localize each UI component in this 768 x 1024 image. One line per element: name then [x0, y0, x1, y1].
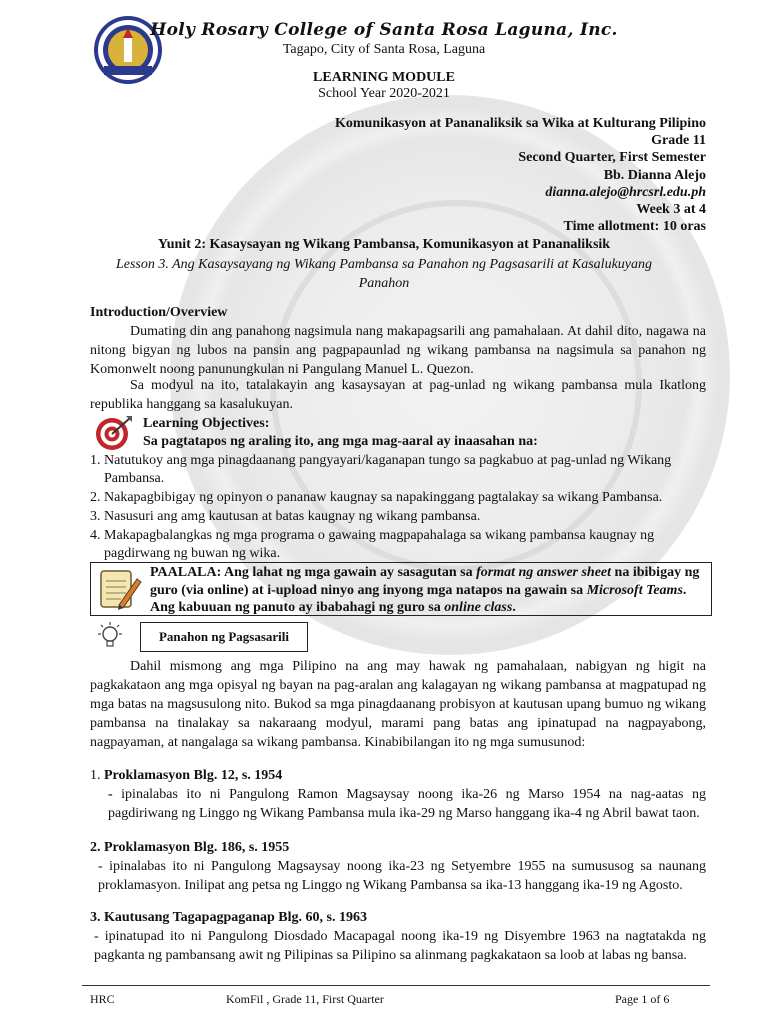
list-item: 1. Natutukoy ang mga pinagdaanang pangyayari/kaganapan tungo sa pagkabuo at pag-unlad ng Wikang Pambansa. — [90, 453, 672, 486]
law-description: ipinatupad ito ni Pangulong Diosdado Macapagal noong ika-19 ng Disyembre 1963 na nagtatakda ng pagkanta ng pambansang awit ng Pilipinas sa Pilipino sa alinmang pagkakataon sa loob at labas ng bansa. — [94, 929, 706, 963]
law-number: 2. — [90, 840, 104, 855]
panahon-paragraph: Dahil mismong ang mga Pilipino na ang may hawak ng pamahalaan, nabigyan ng higit na pagkakataon ang mga opisyal ng bayan na pag-aralan ang kalagayan ng wikang pambansa at magpatupad ng mga batas na magsusulong nito. Bukod sa mga pinagdaanang probisyon at kautusan upang bumuo ng wikang pambansa na tinalakay sa nakaraang modyul, marami pang batas ang ipinatupad na nagpayabong, nagpayaman, at nangalaga sa wikang pambansa. Kinabibilangan ito ng mga sumusunod: — [90, 659, 706, 750]
paalala-part3: na ibibigay ng guro (via online) at i-upload ninyo ang inyong mga natapos na gawain sa — [150, 565, 700, 598]
teacher-email[interactable]: dianna.alejo@hrcsrl.edu.ph — [545, 184, 706, 200]
list-item: 2. Nakapagbibigay ng opinyon o pananaw kaugnay sa napakinggang pagtalakay sa wikang Pambansa. — [90, 490, 663, 505]
list-item: 4. Makapagbalangkas ng mga programa o gawaing magpapahalaga sa wikang pambansa kaugnay ng pagdirwang ng buwan ng wika. — [90, 528, 655, 561]
paalala-part4: Microsoft Teams — [586, 582, 683, 598]
law-description: ipinalabas ito ni Pangulong Ramon Magsaysay noong ika-26 ng Marso 1954 na nag-aatas ng pagdiriwang ng Linggo ng Wikang Pambansa mula ika-29 ng Marso hanggang ika-4 ng Abril bawat taon. — [108, 787, 706, 821]
paalala-part1: PAALALA: Ang lahat ng mga gawain ay sasagutan sa — [150, 565, 477, 580]
law-title: Proklamasyon Blg. 186, s. 1955 — [104, 840, 290, 855]
lightbulb-icon — [92, 620, 128, 652]
teacher-name: Bb. Dianna Alejo — [603, 167, 706, 183]
quarter-semester: Second Quarter, First Semester — [518, 150, 706, 166]
law-title: Kautusang Tagapagpaganap Blg. 60, s. 1963 — [104, 910, 367, 925]
intro-paragraph-1: Dumating din ang panahong nagsimula nang makapagsarili ang pamahalaan. At dahil dito, nagawa na nitong bigyan ng lubos na pansin ang pagpapaunlad ng wikang pambansa na nagsimula sa panahon ng Komonwelt noong panunungkulan ni Pangulang Manuel L. Quezon. — [90, 324, 706, 377]
law-number: 3. — [90, 910, 104, 925]
objectives-heading: Learning Objectives: — [143, 416, 270, 431]
notepad-pencil-icon — [97, 565, 143, 611]
law-description: ipinalabas ito ni Pangulong Magsaysay noong ika-23 ng Setyembre 1955 na sumususog sa naunang proklamasyon. Inilipat ang petsa ng Linggo ng Wikang Pambansa sa ika-13 hanggang ika-19 ng Agosto. — [98, 859, 706, 893]
law-item-2: 2. Proklamasyon Blg. 186, s. 1955 - ipinalabas ito ni Pangulong Magsaysay noong ika-23 ng Setyembre 1955 na sumususog sa naunang proklamasyon. Inilipat ang petsa ng Linggo ng Wikang Pambansa sa ika-13 hanggang ika-19 ng Agosto. — [90, 840, 706, 893]
school-name: Holy Rosary College of Santa Rosa Laguna, Inc. — [150, 20, 618, 40]
footer-page-number: Page 1 of 6 — [615, 992, 670, 1006]
time-allotment: Time allotment: 10 oras — [563, 219, 706, 235]
grade-level: Grade 11 — [651, 133, 706, 149]
school-address: Tagapo, City of Santa Rosa, Laguna — [282, 42, 486, 57]
unit-title: Yunit 2: Kasaysayan ng Wikang Pambansa, Komunikasyon at Pananaliksik — [157, 237, 611, 252]
list-item: 3. Nasusuri ang amg kautusan at batas kaugnay ng wikang pambansa. — [90, 509, 481, 524]
paalala-part5: . Ang kabuuan ng panuto ay ibabahagi ng guro sa — [150, 582, 687, 615]
law-item-3: 3. Kautusang Tagapagpaganap Blg. 60, s. 1963 - ipinatupad ito ni Pangulong Diosdado Macapagal noong ika-19 ng Disyembre 1963 na nagtatakda ng pagkanta ng pambansang awit ng Pilipinas sa Pilipino sa alinmang pagkakataon sa loob at labas ng bansa. — [90, 910, 706, 963]
law-number: 1. — [90, 768, 104, 783]
lesson-title-line1: Lesson 3. Ang Kasaysayang ng Wikang Pambansa sa Panahon ng Pagsasarili at Kasalukuyang — [115, 257, 653, 272]
module-title: LEARNING MODULE — [313, 70, 455, 85]
objectives-list — [90, 452, 710, 564]
intro-heading: Introduction/Overview — [90, 305, 228, 320]
paalala-text — [150, 564, 706, 617]
lesson-title-line2: Panahon — [358, 276, 410, 291]
law-title: Proklamasyon Blg. 12, s. 1954 — [104, 768, 283, 783]
school-year: School Year 2020-2021 — [318, 86, 450, 101]
footer-divider — [82, 985, 710, 986]
intro-paragraph-2: Sa modyul na ito, tatalakayin ang kasaysayan at pag-unlad ng wikang pambansa mula Ikatlong republika hanggang sa kasalukuyan. — [90, 378, 706, 412]
paalala-part7: . — [512, 600, 516, 615]
footer-left: HRC — [90, 992, 115, 1006]
paalala-part2: format ng answer sheet — [476, 565, 612, 580]
course-info-block — [335, 115, 706, 235]
paalala-part6: online class — [444, 600, 513, 615]
panahon-section-label: Panahon ng Pagsasarili — [140, 622, 308, 652]
law-item-1: 1. Proklamasyon Blg. 12, s. 1954 - ipinalabas ito ni Pangulong Ramon Magsaysay noong ika-26 ng Marso 1954 na nag-aatas ng pagdiriwang ng Linggo ng Wikang Pambansa mula ika-29 ng Marso hanggang ika-4 ng Abril bawat taon. — [90, 768, 706, 821]
footer-center: KomFil , Grade 11, First Quarter — [226, 992, 384, 1006]
lesson-title — [100, 255, 668, 293]
week-range: Week 3 at 4 — [636, 202, 706, 218]
subject-title: Komunikasyon at Pananaliksik sa Wika at Kulturang Pilipino — [335, 116, 706, 131]
objectives-subheading: Sa pagtatapos ng araling ito, ang mga mag-aaral ay inaasahan na: — [143, 434, 538, 449]
target-icon — [92, 414, 134, 452]
